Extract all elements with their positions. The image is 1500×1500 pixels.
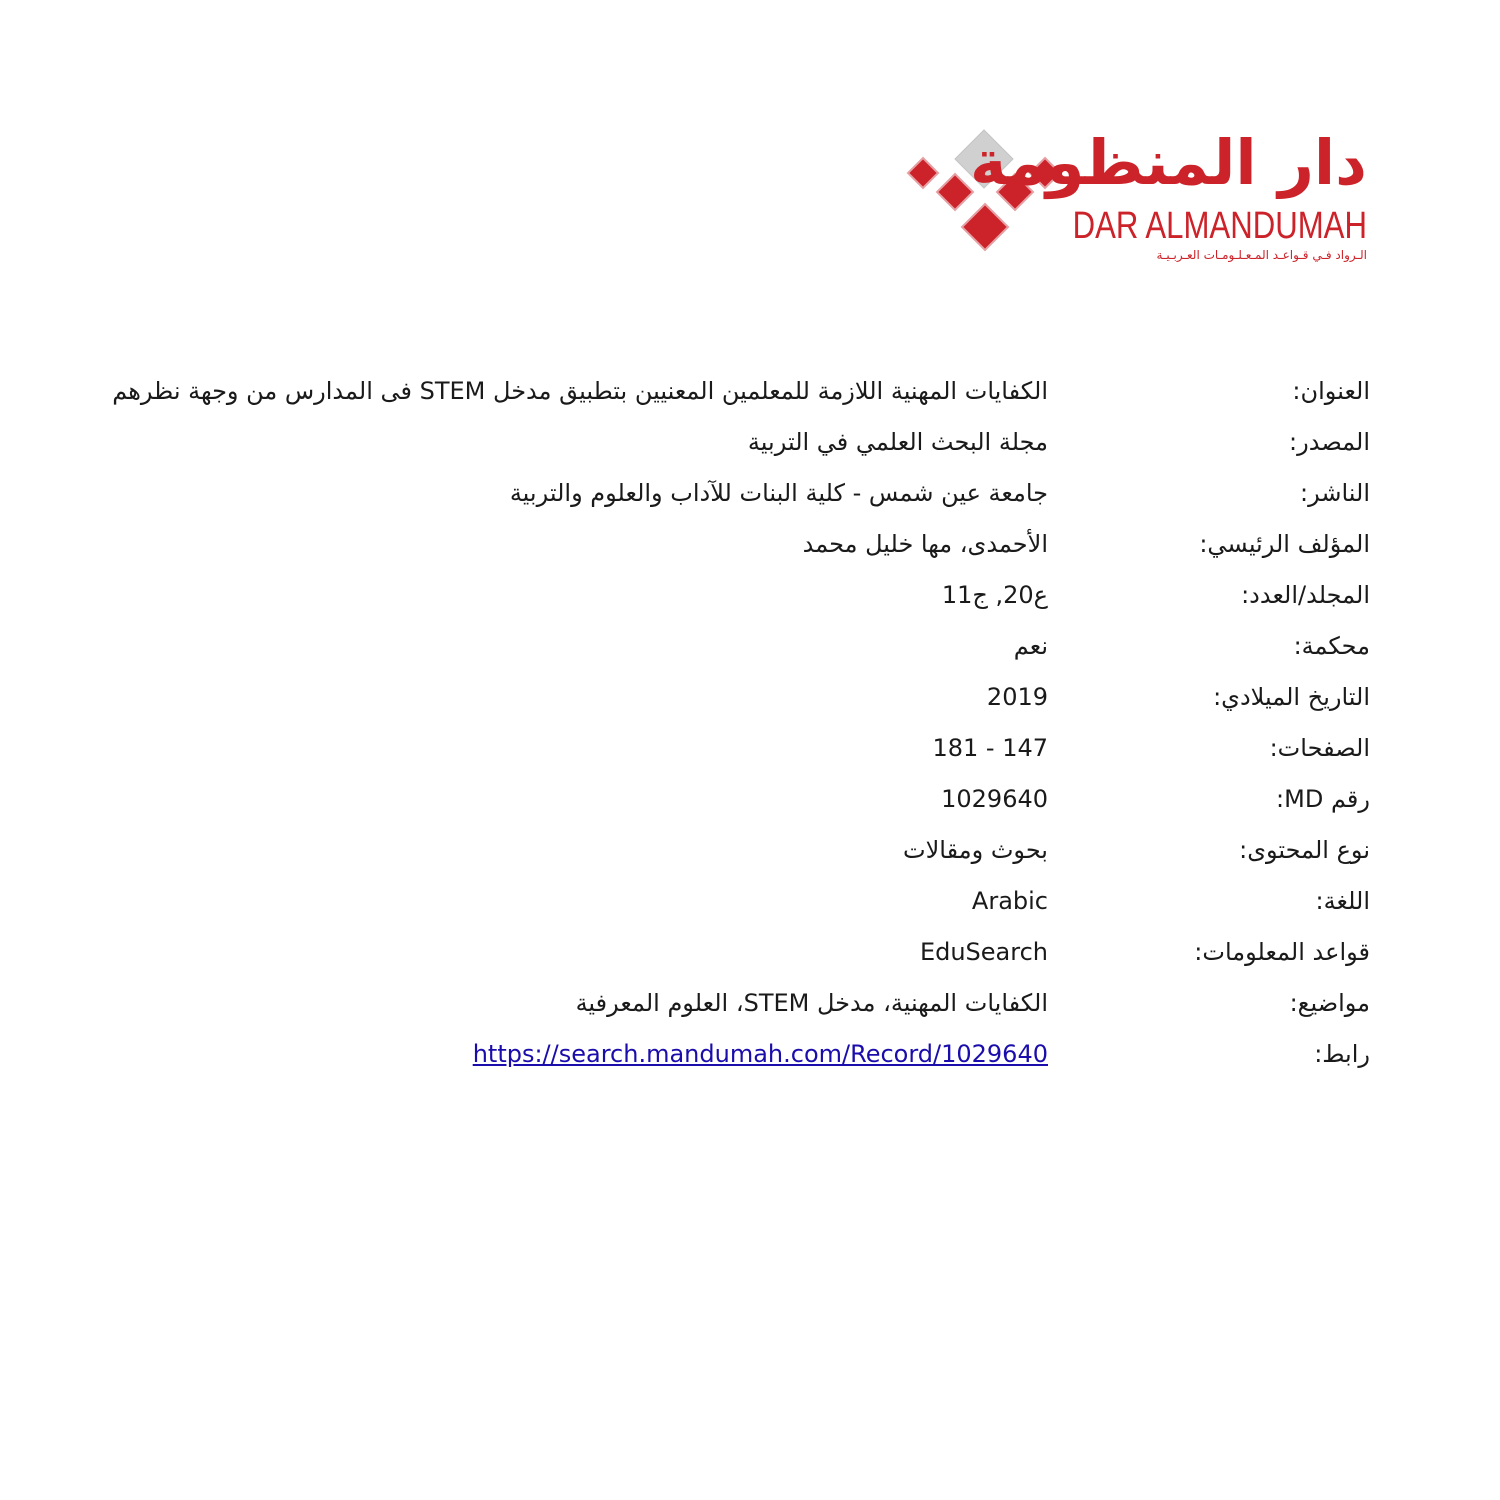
subjects-value: الكفايات المهنية، مدخل STEM، العلوم المعرفية bbox=[575, 989, 1048, 1017]
md-number-label: رقم MD: bbox=[1276, 785, 1370, 813]
record-row-date bbox=[110, 680, 1370, 715]
record-row-content-type bbox=[110, 833, 1370, 868]
date-label: التاريخ الميلادي: bbox=[1213, 683, 1370, 711]
content-type-value: بحوث ومقالات bbox=[903, 836, 1048, 864]
record-row-title bbox=[110, 374, 1370, 409]
title-value: الكفايات المهنية اللازمة للمعلمين المعنيين بتطبيق مدخل STEM فى المدارس من وجهة نظرهم bbox=[112, 377, 1048, 405]
subjects-label: مواضيع: bbox=[1289, 989, 1370, 1017]
pages-label: الصفحات: bbox=[1269, 734, 1370, 762]
content-type-label: نوع المحتوى: bbox=[1239, 836, 1370, 864]
language-value: Arabic bbox=[971, 887, 1048, 915]
record-row-peer-reviewed bbox=[110, 629, 1370, 664]
logo-wordmark bbox=[969, 126, 1375, 262]
volume-label: المجلد/العدد: bbox=[1241, 581, 1370, 609]
record-link[interactable]: https://search.mandumah.com/Record/1029640 bbox=[472, 1040, 1048, 1068]
title-label: العنوان: bbox=[1292, 377, 1370, 405]
logo-tagline: الـرواد فـي قـواعـد المـعـلـومـات العـربـيـة bbox=[1156, 248, 1367, 262]
database-label: قواعد المعلومات: bbox=[1194, 938, 1370, 966]
publisher-label: الناشر: bbox=[1300, 479, 1370, 507]
record-details bbox=[110, 374, 1370, 1088]
record-row-source bbox=[110, 425, 1370, 460]
peer-reviewed-value: نعم bbox=[1013, 632, 1048, 660]
record-row-pages bbox=[110, 731, 1370, 766]
publisher-logo bbox=[905, 126, 1375, 262]
source-label: المصدر: bbox=[1289, 428, 1370, 456]
link-value-cell bbox=[110, 1037, 1048, 1072]
database-value: EduSearch bbox=[919, 938, 1048, 966]
volume-value: ع20, ج11 bbox=[941, 581, 1048, 609]
record-row-language bbox=[110, 884, 1370, 919]
pages-value: 147 - 181 bbox=[932, 734, 1048, 762]
record-row-link bbox=[110, 1037, 1370, 1072]
record-row-md-number bbox=[110, 782, 1370, 817]
author-label: المؤلف الرئيسي: bbox=[1199, 530, 1370, 558]
language-label: اللغة: bbox=[1315, 887, 1370, 915]
date-value: 2019 bbox=[986, 683, 1048, 711]
author-value: الأحمدى، مها خليل محمد bbox=[802, 530, 1048, 558]
md-number-value: 1029640 bbox=[941, 785, 1048, 813]
logo-latin-name: DAR ALMANDUMAH bbox=[1072, 205, 1367, 247]
source-value: مجلة البحث العلمي في التربية bbox=[747, 428, 1048, 456]
record-row-database bbox=[110, 935, 1370, 970]
logo-arabic-name: دار المنظومة bbox=[969, 126, 1367, 199]
link-label: رابط: bbox=[1314, 1040, 1370, 1068]
publisher-value: جامعة عين شمس - كلية البنات للآداب والعلوم والتربية bbox=[509, 479, 1048, 507]
record-row-publisher bbox=[110, 476, 1370, 511]
record-row-subjects bbox=[110, 986, 1370, 1021]
record-row-volume bbox=[110, 578, 1370, 613]
record-row-author bbox=[110, 527, 1370, 562]
peer-reviewed-label: محكمة: bbox=[1293, 632, 1370, 660]
